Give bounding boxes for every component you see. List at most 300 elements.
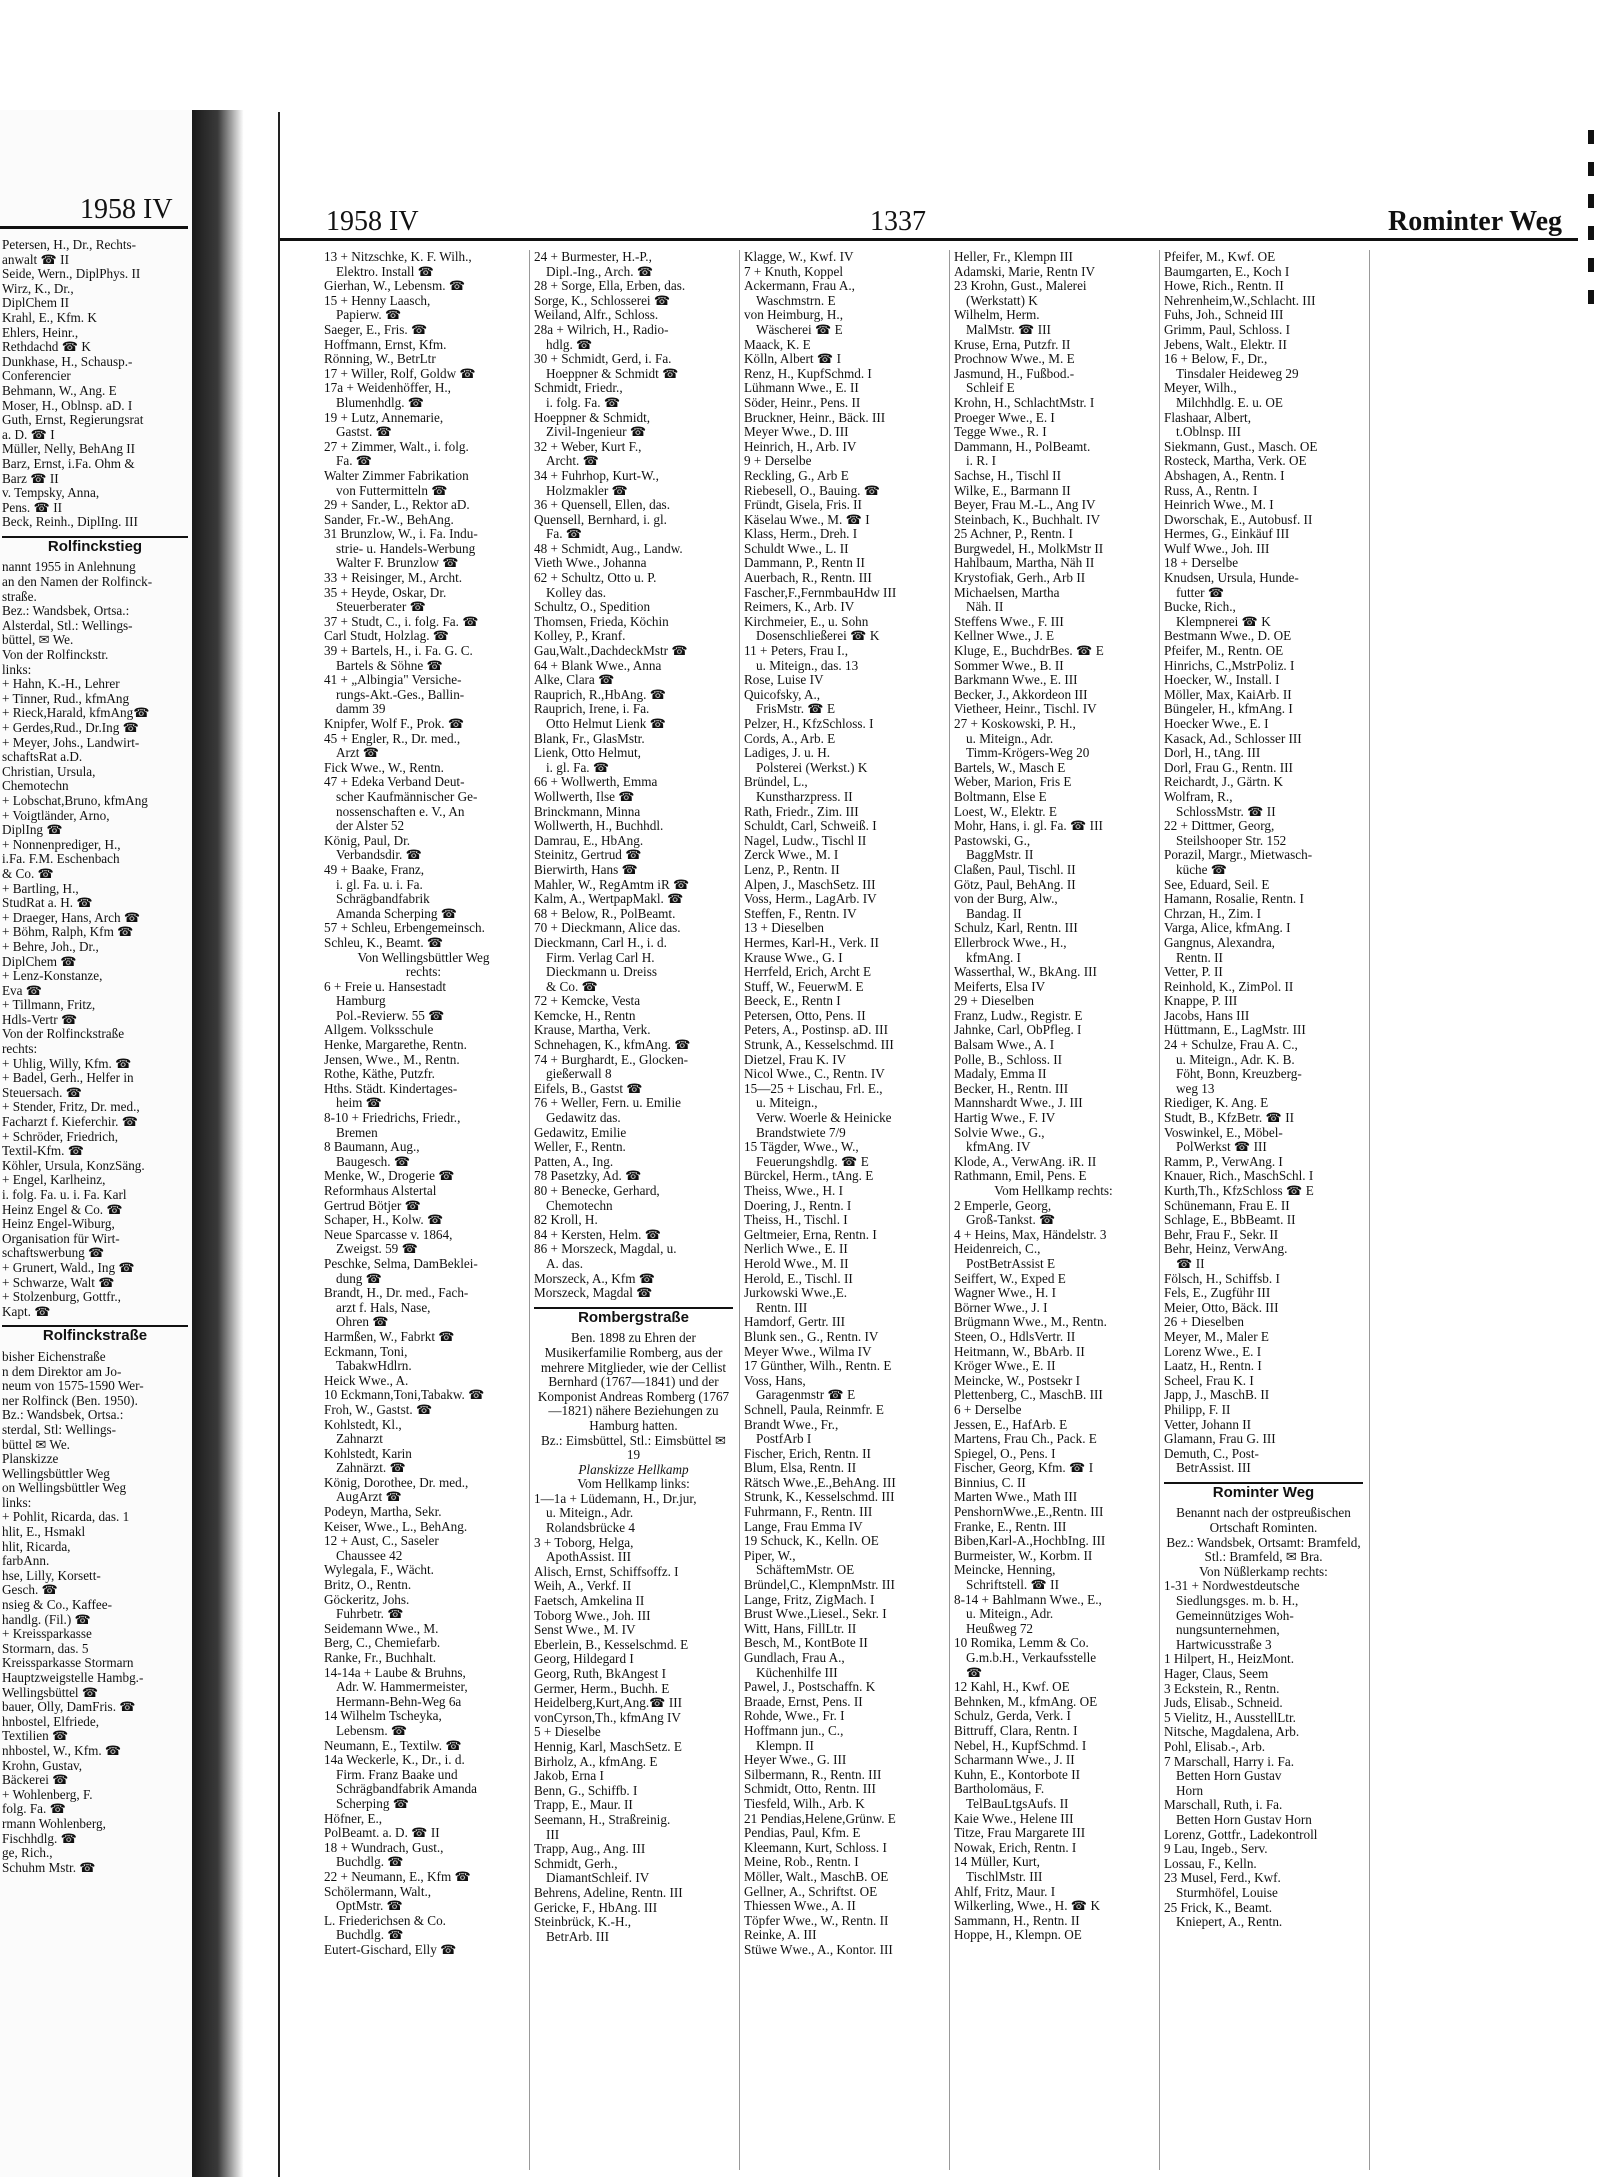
right-page-edge [1578,112,1600,2177]
directory-entry: Fels, E., Zugführ III [1164,1286,1271,1301]
directory-entry: Meyer, M., Maler E [1164,1329,1269,1344]
directory-entry: Textilien ☎ [2,1729,69,1744]
directory-entry: Hamdorf, Gertr. III [744,1315,846,1330]
directory-entry-continued: Schriftstell. ☎ II [966,1578,1059,1593]
directory-entry-continued: Adr. W. Hammermeister, [336,1680,468,1695]
directory-column-5 [1160,250,1370,2170]
directory-entry: Knauer, Rich., MaschSchl. I [1164,1169,1314,1184]
directory-entry: anwalt ☎ II [2,252,69,267]
directory-entry: Ahlf, Fritz, Maur. I [954,1884,1056,1899]
directory-entry: Strunk, A., Kesselschmd. III [744,1038,894,1053]
directory-entry: Weber, Marion, Fris E [954,775,1072,790]
directory-entry: 1—1a + Lüdemann, H., Dr.jur, [534,1491,697,1506]
directory-entry: Krause Wwe., G. I [744,950,843,965]
directory-entry-continued: Firm. Franz Baake und [336,1767,458,1782]
directory-entry: Eifels, B., Gastst ☎ [534,1081,643,1096]
directory-entry: Scheel, Frau K. I [1164,1373,1254,1388]
directory-entry: Jacobs, Hans III [1164,1008,1250,1023]
directory-entry: Spiegel, O., Pens. I [954,1446,1056,1461]
directory-entry: Howe, Rich., Rentn. II [1164,279,1284,294]
directory-entry: Behmann, W., Ang. E [2,383,117,398]
directory-entry-continued: Firm. Verlag Carl H. [546,950,655,965]
directory-entry: Von der Rolfinckstr. [2,648,109,663]
street-description: Vom Hellkamp links: [577,1477,690,1492]
directory-entry: Philipp, F. II [1164,1402,1231,1417]
directory-entry-continued: Steuerberater ☎ [336,600,427,615]
directory-entry-continued: weg 13 [1176,1081,1215,1096]
directory-entry-continued: & Co. ☎ [546,979,598,994]
directory-entry: Organisation für Wirt- [2,1231,120,1246]
directory-entry: Kolley, P., Kranf. [534,629,626,644]
directory-entry-continued: AugArzt ☎ [336,1490,402,1505]
directory-entry: Witt, Hans, FillLtr. II [744,1621,857,1636]
street-heading: Rominter Weg [1164,1482,1363,1503]
directory-entry: Meincke, Henning, [954,1563,1056,1578]
directory-entry: Meincke, W., Postsekr I [954,1373,1081,1388]
directory-entry: Mannshardt Wwe., J. III [954,1096,1083,1111]
directory-entry-continued: Scherping ☎ [336,1796,410,1811]
directory-entry: Schnell, Paula, Reinmfr. E [744,1402,884,1417]
directory-entry: Abshagen, A., Rentn. I [1164,468,1285,483]
directory-entry: sterdal, Stl: Wellings- [2,1422,117,1437]
directory-page [278,112,1580,2177]
directory-entry: 9 Lau, Ingeb., Serv. [1164,1842,1268,1857]
directory-entry: Fascher,F.,FernmbauHdw III [744,585,897,600]
directory-entry: Sommer Wwe., B. II [954,658,1064,673]
directory-entry-continued: Milchhdlg. E. u. OE [1176,395,1283,410]
directory-entry: Menke, W., Drogerie ☎ [324,1169,455,1184]
directory-entry: 37 + Studt, C., i. folg. Fa. ☎ [324,614,479,629]
directory-entry-continued: Föht, Bonn, Kreuzberg- [1176,1067,1302,1082]
directory-entry: Trapp, E., Maur. II [534,1798,633,1813]
directory-entry: a. D. ☎ I [2,427,55,442]
directory-entry: hlit, Ricarda, [2,1539,71,1554]
directory-entry: Japp, J., MaschB. II [1164,1388,1270,1403]
directory-entry: links: [2,1495,32,1510]
directory-entry-continued: i. R. I [966,454,997,469]
directory-entry-continued: Hoeppner & Schmidt ☎ [546,366,679,381]
directory-entry: Jasmund, H., Fußbod.- [954,366,1075,381]
directory-entry-continued: Holzmakler ☎ [546,483,628,498]
directory-entry: 2 Emperle, Georg, [954,1198,1052,1213]
directory-entry: Gertrud Bötjer ☎ [324,1198,421,1213]
directory-entry: Pohl, Elisab.-, Arb. [1164,1739,1266,1754]
directory-entry: Besch, M., KontBote II [744,1636,868,1651]
directory-entry: Herold Wwe., M. II [744,1256,849,1271]
directory-entry: 9 + Derselbe [744,454,812,469]
subheading: Von Wellingsbüttler Weg [357,950,490,965]
directory-entry-continued: u. Miteign., Adr. [546,1506,634,1521]
directory-entry-continued: u. Miteign., Adr. [966,731,1054,746]
directory-entry: Trapp, Aug., Ang. III [534,1842,646,1857]
directory-column-6 [1370,250,1580,2170]
directory-column-1 [320,250,530,2170]
directory-entry: Petersen, H., Dr., Rechts- [2,238,137,252]
directory-entry: i.Fa. F.M. Eschenbach [2,852,120,867]
directory-entry: Doering, J., Rentn. I [744,1198,852,1213]
directory-entry: Hermes, Karl-H., Verk. II [744,935,879,950]
running-street-title: Rominter Weg [1388,206,1562,237]
directory-entry: Voss, Herm., LagArb. IV [744,892,877,907]
street-description: Bez.: Wandsbek, Ortsamt: Bramfeld, Stl.: Bramfeld, ✉ Bra. [1166,1535,1361,1565]
directory-entry: Pawel, J., Postschaffn. K [744,1680,876,1695]
directory-entry-continued: Klempn. II [756,1738,814,1753]
directory-entry: Möller, Max, KaiArb. II [1164,687,1292,702]
directory-entry: Sammann, H., Rentn. II [954,1913,1080,1928]
directory-entry-continued: u. Miteign., [756,1096,818,1111]
directory-entry: Wollwerth, H., Buchhdl. [534,819,664,834]
directory-entry-continued: Timm-Krögers-Weg 20 [966,746,1090,761]
directory-entry: rechts: [2,1042,38,1057]
directory-entry: Wollwerth, Ilse ☎ [534,789,635,804]
directory-entry: an den Namen der Rolfinck- [2,575,153,590]
directory-entry: Beck, Reinh., DiplIng. III [2,515,138,530]
directory-entry: Ramm, P., VerwAng. I [1164,1154,1283,1169]
directory-entry: Quicofsky, A., [744,687,821,702]
directory-entry: 14 Müller, Kurt, [954,1855,1040,1870]
directory-entry: Silbermann, R., Rentn. III [744,1767,882,1782]
directory-entry: Eva ☎ [2,983,43,998]
directory-entry: Alpen, J., MaschSetz. III [744,877,876,892]
directory-entry: 6 + Freie u. Hansestadt [324,979,447,994]
directory-entry-continued: kfmAng. I [966,950,1021,965]
directory-entry: Rose, Luise IV [744,673,824,688]
directory-entry: Biben,Karl-A.,HochbIng. III [954,1534,1106,1549]
directory-entry-continued: Chemotechn [546,1198,613,1213]
directory-entry: 48 + Schmidt, Aug., Landw. [534,541,683,556]
directory-entry-continued: (Werkstatt) K [966,293,1038,308]
directory-entry: Klagge, W., Kwf. IV [744,250,854,264]
directory-entry: Höfner, E., [324,1811,383,1826]
directory-entry: Schuldt Wwe., L. II [744,541,849,556]
directory-entry: Eckmann, Toni, [324,1344,408,1359]
directory-entry-continued: ApothAssist. III [546,1550,631,1565]
directory-entry: Thiessen Wwe., A. II [744,1899,856,1914]
directory-entry: Petersen, Otto, Pens. II [744,1008,866,1023]
directory-entry: 82 Kroll, H. [534,1213,598,1228]
directory-entry: Heller, Fr., Klempn III [954,250,1073,264]
directory-entry: Fölsch, H., Schiffsb. I [1164,1271,1280,1286]
directory-entry: Loest, W., Elektr. E [954,804,1057,819]
directory-entry: + Rieck,Harald, kfmAng☎ [2,706,150,721]
directory-entry: Froh, W., Gastst. ☎ [324,1402,433,1417]
directory-entry: 23 Krohn, Gust., Malerei [954,279,1087,294]
directory-entry: Börner Wwe., J. I [954,1300,1048,1315]
directory-entry: Fuhs, Joh., Schneid III [1164,308,1284,323]
directory-entry: Siekmann, Gust., Masch. OE [1164,439,1318,454]
directory-entry: Boltmann, Else E [954,789,1047,804]
directory-entry: Chemotechn [2,779,69,794]
directory-entry: 16 + Below, F., Dr., [1164,352,1268,367]
directory-entry-continued: Hermann-Behn-Weg 6a [336,1694,462,1709]
directory-entry: Riebesell, O., Bauing. ☎ [744,483,881,498]
directory-entry: Alisch, Ernst, Schiffsoffz. I [534,1564,679,1579]
directory-entry: Rethdachd ☎ K [2,340,91,355]
directory-entry: Krohn, Gustav, [2,1758,83,1773]
directory-entry: Knipfer, Wolf F., Prok. ☎ [324,717,465,731]
directory-entry: Kruse, Erna, Putzfr. II [954,337,1071,352]
directory-entry-continued: Verw. Woerle & Heinicke [756,1111,892,1126]
directory-entry: Senst Wwe., M. IV [534,1623,636,1638]
directory-entry: Kirchmeier, E., u. Sohn [744,614,869,629]
directory-entry: Pendias, Paul, Kfm. E [744,1826,861,1841]
directory-entry: Steuersach. ☎ [2,1085,83,1100]
directory-entry: Kleemann, Kurt, Schloss. I [744,1840,887,1855]
directory-entry-continued: Feuerungshdlg. ☎ E [756,1154,869,1169]
directory-entry: Hoffmann jun., C., [744,1723,844,1738]
directory-entry: 8-14 + Bahlmann Wwe., E., [954,1592,1102,1607]
directory-entry: Seidemann Wwe., M. [324,1621,439,1636]
directory-entry: Fischhdlg. ☎ [2,1831,78,1846]
directory-entry: 41 + „Albingia" Versiche- [324,673,462,688]
directory-entry: Behnken, M., kfmAng. OE [954,1694,1098,1709]
directory-entry: folg. Fa. ☎ [2,1802,67,1817]
directory-entry: Becker, H., Rentn. III [954,1081,1069,1096]
directory-entry: Peters, A., Postinsp. aD. III [744,1023,888,1038]
left-facing-page [0,110,194,2177]
directory-entry: Marten Wwe., Math III [954,1490,1078,1505]
directory-entry: 74 + Burghardt, E., Glocken- [534,1052,689,1067]
directory-entry: 15—25 + Lischau, Frl. E., [744,1081,883,1096]
directory-entry: Wagner Wwe., H. I [954,1286,1056,1301]
directory-entry: Kluge, E., BuchdrBes. ☎ E [954,644,1104,659]
directory-entry: 18 + Derselbe [1164,556,1239,571]
directory-entry-continued: futter ☎ [1176,585,1225,600]
directory-entry-continued: MalMstr. ☎ III [966,322,1051,337]
directory-column-3 [740,250,950,2170]
directory-entry: Wasserthal, W., BkAng. III [954,965,1097,980]
directory-entry-continued: Klempnerei ☎ K [1176,614,1271,629]
directory-entry: Heinrich, H., Arb. IV [744,439,857,454]
directory-entry-continued: Brandstwiete 7/9 [756,1125,846,1140]
directory-entry: König, Paul, Dr. [324,833,411,848]
directory-entry-continued: BaggMstr. II [966,848,1034,863]
directory-entry: Hoecker, W., Install. I [1164,673,1280,688]
directory-entry: Barz, Ernst, i.Fa. Ohm & [2,456,135,471]
directory-columns [320,250,1580,2170]
directory-entry: 86 + Morszeck, Magdal, u. [534,1242,677,1257]
directory-entry: Schmidt, Gerh., [534,1856,618,1871]
directory-entry-continued: G.m.b.H., Verkaufsstelle [966,1651,1097,1665]
directory-entry: Renz, H., KupfSchmd. I [744,366,872,381]
directory-entry: Beyer, Frau M.-L., Ang IV [954,498,1096,513]
directory-entry: Vetter, P. II [1164,965,1223,980]
directory-entry: 14 Wilhelm Tscheyka, [324,1709,442,1724]
directory-entry-continued: BetrArb. III [546,1929,609,1944]
directory-entry: 57 + Schleu, Erbengemeinsch. [324,921,485,936]
directory-entry-continued: Zivil-Ingenieur ☎ [546,425,647,440]
directory-entry-continued: Bandag. II [966,906,1022,921]
directory-entry: Meyer Wwe., Wilma IV [744,1344,872,1359]
directory-entry: bisher Eichenstraße [2,1349,106,1364]
directory-entry: Schölermann, Walt., [324,1884,432,1899]
directory-entry: Planskizze [2,1452,59,1467]
directory-entry: Wolfram, R., [1164,789,1233,804]
directory-entry-continued: Heußweg 72 [966,1621,1034,1636]
directory-entry: Damrau, E., HbAng. [534,833,644,848]
directory-entry: Lenz, P., Rentn. II [744,862,840,877]
directory-entry-continued: Rentn. III [756,1300,808,1315]
directory-entry: Pens. ☎ II [2,500,63,515]
directory-entry: 78 Pasetzky, Ad. ☎ [534,1169,642,1184]
directory-entry: Behr, Frau F., Sekr. II [1164,1227,1279,1242]
directory-entry-continued: gießerwall 8 [546,1067,612,1082]
directory-entry: + Behre, Joh., Dr., [2,939,99,954]
directory-entry: Kaie Wwe., Helene III [954,1811,1074,1826]
directory-entry-continued: strie- u. Handels-Werbung [336,541,476,556]
directory-entry: Rauprich, Irene, i. Fa. [534,702,650,717]
directory-entry: Schnehagen, K., kfmAng. ☎ [534,1038,691,1053]
directory-entry: Conferencier [2,369,71,384]
directory-entry-continued: Walter F. Brunzlow ☎ [336,556,459,571]
directory-entry: Fischer, Erich, Rentn. II [744,1446,871,1461]
directory-entry: Lossau, F., Kelln. [1164,1856,1257,1871]
directory-entry: Reformhaus Alstertal [324,1184,437,1198]
directory-entry-continued: Papierw. ☎ [336,308,402,323]
directory-entry: Steinbrück, K.-H., [534,1915,632,1930]
directory-entry: büttel, ✉ We. [2,633,74,648]
directory-entry-continued: u. Miteign., Adr. K. B. [1176,1052,1295,1067]
directory-entry-continued: u. Miteign., das. 13 [756,658,859,673]
directory-entry: Christian, Ursula, [2,764,96,779]
directory-entry: 10 Eckmann,Toni,Tabakw. ☎ [324,1388,485,1403]
directory-entry: Krystofiak, Gerh., Arb II [954,571,1086,586]
directory-entry: Gericke, F., HbAng. III [534,1900,658,1915]
directory-entry-continued: Ohren ☎ [336,1315,389,1330]
directory-entry: Birholz, A., kfmAng. E [534,1754,658,1769]
directory-entry-continued: Betten Horn Gustav [1176,1769,1282,1784]
directory-entry: links: [2,662,32,677]
directory-entry: Behr, Heinz, VerwAng. [1164,1242,1288,1257]
street-description: Benannt nach der ostpreußischen Ortschaft Rominten. [1176,1506,1351,1536]
directory-entry: 1 Hilpert, H., HeizMont. [1164,1652,1295,1667]
directory-entry: Theiss, H., Tischl. I [744,1213,848,1228]
directory-entry: Krause, Martha, Verk. [534,1023,651,1038]
directory-entry: Georg, Hildegard I [534,1652,634,1667]
directory-entry: Tegge Wwe., R. I [954,425,1047,440]
directory-entry: 24 + Burmester, H.-P., [534,250,652,264]
directory-entry: Titze, Frau Margarete III [954,1826,1086,1841]
directory-entry: Klode, A., VerwAng. iR. II [954,1154,1097,1169]
directory-entry: Patten, A., Ing. [534,1154,614,1169]
directory-entry-continued: Küchenhilfe III [756,1665,838,1680]
directory-entry: Podeyn, Martha, Sekr. [324,1505,442,1520]
directory-entry: + Engel, Karlheinz, [2,1173,106,1188]
directory-entry-continued: Blumenhdlg. ☎ [336,395,425,410]
directory-entry: Nerlich Wwe., E. II [744,1242,848,1257]
directory-entry: 19 + Lutz, Annemarie, [324,410,444,425]
directory-entry: Bz.: Wandsbek, Ortsa.: [2,1408,124,1423]
directory-entry: Schultz, O., Spedition [534,600,651,615]
directory-entry: Grimm, Paul, Schloss. I [1164,322,1291,337]
directory-entry: 70 + Dieckmann, Alice das. [534,921,681,936]
directory-entry: + Lenz-Konstanze, [2,969,103,984]
directory-entry: Lühmann Wwe., E. II [744,381,859,396]
directory-entry: Carl Studt, Holzlag. ☎ [324,629,450,644]
directory-entry: von der Burg, Alw., [954,892,1058,907]
directory-entry: Becker, J., Akkordeon III [954,687,1088,702]
directory-entry: Riediger, K. Ang. E [1164,1096,1269,1111]
directory-entry: + Badel, Gerh., Helfer in [2,1071,134,1086]
directory-entry: + Meyer, Johs., Landwirt- [2,735,140,750]
directory-entry: Schleu, K., Beamt. ☎ [324,935,444,950]
directory-entry-continued: Bartels & Söhne ☎ [336,658,443,673]
directory-entry: + Pohlit, Ricarda, das. 1 [2,1510,130,1525]
directory-entry: 36 + Quensell, Ellen, das. [534,498,670,513]
directory-entry: Alke, Clara ☎ [534,673,615,688]
directory-entry: L. Friederichsen & Co. [324,1913,446,1928]
directory-entry: rmann Wohlenberg, [2,1816,106,1831]
directory-entry: Töpfer Wwe., W., Rentn. II [744,1913,889,1928]
directory-entry: Seiffert, W., Exped E [954,1271,1066,1286]
directory-entry: Thomsen, Frieda, Köchin [534,614,669,629]
directory-entry: Brinckmann, Minna [534,804,641,819]
directory-entry-continued: Waschmstrn. E [756,293,836,308]
directory-entry: Seemann, H., Straßreinig. [534,1812,671,1827]
directory-entry: 5 Vielitz, H., AusstellLtr. [1164,1710,1296,1725]
directory-entry: Heidelberg,Kurt,Ang.☎ III [534,1696,683,1711]
directory-entry: 5 + Dieselbe [534,1725,601,1740]
directory-entry: 35 + Heyde, Oskar, Dr. [324,585,447,600]
directory-entry: Nowak, Erich, Rentn. I [954,1840,1077,1855]
directory-entry: Dietzel, Frau K. IV [744,1052,847,1067]
directory-entry: Bründel,C., KlempnMstr. III [744,1578,895,1593]
left-page-column [0,238,188,2168]
directory-entry: 19 Schuck, K., Kelln. OE [744,1534,879,1549]
street-description: Von Nüßlerkamp rechts: [1199,1564,1328,1579]
directory-entry: + Uhlig, Willy, Kfm. ☎ [2,1056,132,1071]
directory-entry: Knudsen, Ursula, Hunde- [1164,571,1299,586]
directory-entry: Nitsche, Magdalena, Arb. [1164,1725,1300,1740]
edge-mark [1588,162,1594,176]
directory-entry: v. Tempsky, Anna, [2,486,100,501]
directory-entry: farbAnn. [2,1554,50,1569]
directory-entry: Peschke, Selma, DamBeklei- [324,1256,478,1271]
directory-entry-continued: Lebensm. ☎ [336,1723,408,1738]
directory-entry-continued: Betten Horn Gustav Horn [1176,1812,1312,1827]
directory-entry-continued: arzt f. Hals, Nase, [336,1300,431,1315]
directory-entry: Braade, Ernst, Pens. II [744,1694,863,1709]
directory-entry: Käselau Wwe., M. ☎ I [744,512,870,527]
directory-entry: 18 + Wundrach, Gust., [324,1840,444,1855]
directory-entry-continued: Arzt ☎ [336,746,380,761]
directory-entry: nhbostel, W., Kfm. ☎ [2,1743,122,1758]
directory-entry: Kemcke, H., Rentn [534,1008,636,1023]
directory-entry: on Wellingsbüttler Weg [2,1481,127,1496]
directory-entry: Wellingsbüttler Weg [2,1466,110,1481]
directory-entry-continued: t.Oblnsp. III [1176,425,1241,440]
directory-entry: Maack, K. E [744,337,811,352]
directory-entry-continued: Chaussee 42 [336,1548,403,1563]
directory-entry-continued: Baugesch. ☎ [336,1154,411,1169]
directory-entry: Pelzer, H., KfzSchloss. I [744,717,874,731]
directory-entry-continued: Fuhrbetr. ☎ [336,1607,404,1622]
directory-entry: Söder, Heinr., Pens. II [744,395,861,410]
directory-entry: 7 Marschall, Harry i. Fa. [1164,1754,1295,1769]
directory-entry: DiplChem ☎ [2,954,77,969]
directory-entry: 15 Tägder, Wwe., W., [744,1140,859,1155]
directory-entry: + Lobschat,Bruno, kfmAng [2,793,148,808]
directory-entry: hse, Lilly, Korsett- [2,1568,101,1583]
page-number: 1337 [870,206,926,237]
directory-entry: vonCyrson,Th., kfmAng IV [534,1710,681,1725]
directory-entry: Dammann, P., Rentn II [744,556,865,571]
directory-entry: Knappe, P. III [1164,994,1238,1009]
directory-entry: Weiland, Alfr., Schloss. [534,308,659,323]
directory-entry: Bierwirth, Hans ☎ [534,862,638,877]
directory-entry-continued: Gedawitz das. [546,1111,621,1126]
directory-entry: Theiss, Wwe., H. I [744,1184,844,1198]
